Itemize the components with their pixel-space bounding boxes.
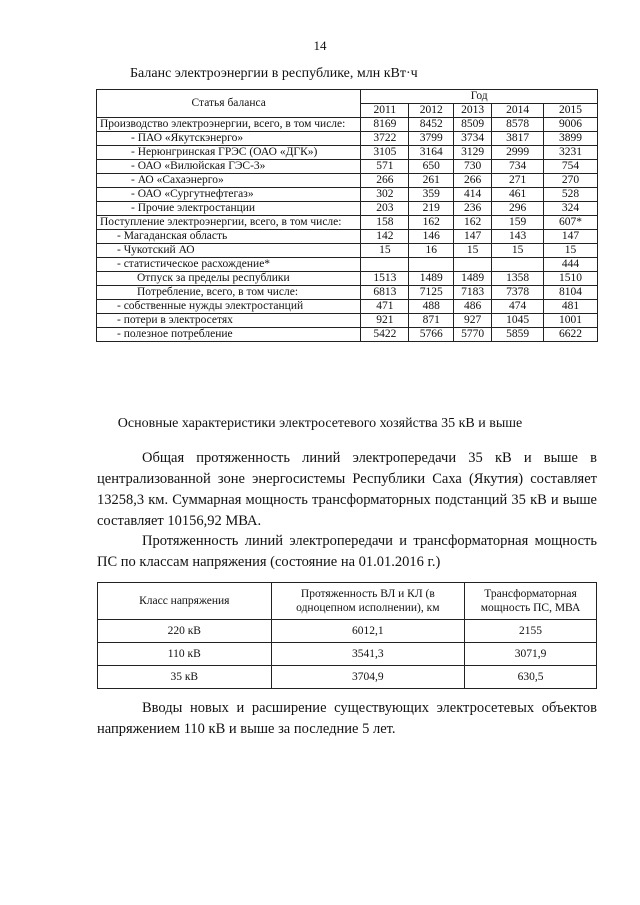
value-cell: 2999 bbox=[492, 146, 544, 160]
value-cell: 6813 bbox=[361, 286, 409, 300]
header-year: Год bbox=[361, 90, 598, 104]
value-cell: 162 bbox=[454, 216, 492, 230]
table-row bbox=[97, 118, 598, 132]
table-row bbox=[97, 314, 598, 328]
value-cell: 5766 bbox=[409, 328, 454, 342]
value-cell: 359 bbox=[409, 188, 454, 202]
line-length-cell: 6012,1 bbox=[271, 620, 465, 643]
value-cell: 159 bbox=[492, 216, 544, 230]
page-number: 14 bbox=[313, 38, 327, 53]
year-header: 2014 bbox=[492, 104, 544, 118]
value-cell: 488 bbox=[409, 300, 454, 314]
table-row bbox=[97, 202, 598, 216]
value-cell: 15 bbox=[492, 244, 544, 258]
value-cell: 5422 bbox=[361, 328, 409, 342]
value-cell: 414 bbox=[454, 188, 492, 202]
value-cell bbox=[409, 258, 454, 272]
value-cell: 296 bbox=[492, 202, 544, 216]
value-cell: 927 bbox=[454, 314, 492, 328]
value-cell: 142 bbox=[361, 230, 409, 244]
row-label: - ОАО «Сургутнефтегаз» bbox=[97, 188, 361, 202]
table-row bbox=[97, 216, 598, 230]
value-cell: 266 bbox=[361, 174, 409, 188]
value-cell: 1489 bbox=[409, 272, 454, 286]
value-cell: 734 bbox=[492, 160, 544, 174]
line-length-cell: 3704,9 bbox=[271, 666, 465, 689]
paragraph-voltage-table-caption bbox=[97, 531, 597, 573]
value-cell: 15 bbox=[361, 244, 409, 258]
value-cell: 3899 bbox=[544, 132, 598, 146]
value-cell: 3817 bbox=[492, 132, 544, 146]
table-row bbox=[97, 188, 598, 202]
table-row bbox=[98, 643, 597, 666]
value-cell: 15 bbox=[454, 244, 492, 258]
value-cell: 7125 bbox=[409, 286, 454, 300]
value-cell: 219 bbox=[409, 202, 454, 216]
value-cell: 162 bbox=[409, 216, 454, 230]
row-label: Отпуск за пределы республики bbox=[97, 272, 361, 286]
year-header: 2011 bbox=[361, 104, 409, 118]
value-cell: 1001 bbox=[544, 314, 598, 328]
value-cell: 461 bbox=[492, 188, 544, 202]
value-cell: 650 bbox=[409, 160, 454, 174]
row-label: - потери в электросетях bbox=[97, 314, 361, 328]
value-cell: 8452 bbox=[409, 118, 454, 132]
row-label: Потребление, всего, в том числе: bbox=[97, 286, 361, 300]
header-item: Статья баланса bbox=[97, 90, 361, 118]
table-row bbox=[97, 174, 598, 188]
value-cell: 730 bbox=[454, 160, 492, 174]
value-cell: 1489 bbox=[454, 272, 492, 286]
value-cell: 203 bbox=[361, 202, 409, 216]
capacity-cell: 3071,9 bbox=[465, 643, 597, 666]
voltage-class-cell: 110 кВ bbox=[98, 643, 272, 666]
value-cell: 1358 bbox=[492, 272, 544, 286]
row-label: - полезное потребление bbox=[97, 328, 361, 342]
value-cell: 471 bbox=[361, 300, 409, 314]
paragraph-new-facilities bbox=[97, 698, 597, 740]
row-label: Поступление электроэнергии, всего, в том числе: bbox=[97, 216, 361, 230]
value-cell: 147 bbox=[454, 230, 492, 244]
table-row bbox=[97, 328, 598, 342]
voltage-class-cell: 35 кВ bbox=[98, 666, 272, 689]
value-cell bbox=[361, 258, 409, 272]
table-row bbox=[98, 620, 597, 643]
table-row bbox=[97, 286, 598, 300]
capacity-cell: 630,5 bbox=[465, 666, 597, 689]
value-cell: 15 bbox=[544, 244, 598, 258]
value-cell: 754 bbox=[544, 160, 598, 174]
table-row bbox=[97, 132, 598, 146]
value-cell: 266 bbox=[454, 174, 492, 188]
value-cell: 528 bbox=[544, 188, 598, 202]
balance-table-caption: Баланс электроэнергии в республике, млн кВт·ч bbox=[130, 66, 418, 81]
row-label: - Чукотский АО bbox=[97, 244, 361, 258]
value-cell bbox=[454, 258, 492, 272]
year-header: 2013 bbox=[454, 104, 492, 118]
value-cell: 3129 bbox=[454, 146, 492, 160]
table-row bbox=[97, 258, 598, 272]
header-voltage-class: Класс напряжения bbox=[98, 583, 272, 620]
row-label: - АО «Сахаэнерго» bbox=[97, 174, 361, 188]
value-cell: 271 bbox=[492, 174, 544, 188]
value-cell: 302 bbox=[361, 188, 409, 202]
value-cell: 1510 bbox=[544, 272, 598, 286]
value-cell: 481 bbox=[544, 300, 598, 314]
table-row bbox=[97, 230, 598, 244]
paragraph-text: Вводы новых и расширение существующих электросетевых объектов напряжением 110 кВ и выше за последние 5 лет. bbox=[97, 700, 597, 737]
value-cell: 236 bbox=[454, 202, 492, 216]
value-cell: 486 bbox=[454, 300, 492, 314]
paragraph-total-length bbox=[97, 448, 597, 532]
row-label: - Прочие электростанции bbox=[97, 202, 361, 216]
value-cell: 143 bbox=[492, 230, 544, 244]
value-cell: 3734 bbox=[454, 132, 492, 146]
value-cell: 3799 bbox=[409, 132, 454, 146]
value-cell: 324 bbox=[544, 202, 598, 216]
value-cell: 8169 bbox=[361, 118, 409, 132]
value-cell: 921 bbox=[361, 314, 409, 328]
value-cell: 16 bbox=[409, 244, 454, 258]
year-header: 2012 bbox=[409, 104, 454, 118]
value-cell: 3231 bbox=[544, 146, 598, 160]
value-cell: 8104 bbox=[544, 286, 598, 300]
voltage-class-table bbox=[97, 582, 597, 689]
capacity-cell: 2155 bbox=[465, 620, 597, 643]
value-cell: 474 bbox=[492, 300, 544, 314]
value-cell bbox=[492, 258, 544, 272]
line-length-cell: 3541,3 bbox=[271, 643, 465, 666]
value-cell: 871 bbox=[409, 314, 454, 328]
value-cell: 5770 bbox=[454, 328, 492, 342]
section-heading: Основные характеристики электросетевого хозяйства 35 кВ и выше bbox=[117, 416, 523, 431]
header-transformer-capacity: Трансформаторная мощность ПС, МВА bbox=[465, 583, 597, 620]
balance-table bbox=[96, 89, 598, 342]
value-cell: 3722 bbox=[361, 132, 409, 146]
value-cell: 1045 bbox=[492, 314, 544, 328]
header-line-length: Протяженность ВЛ и КЛ (в одноцепном исполнении), км bbox=[271, 583, 465, 620]
value-cell: 607* bbox=[544, 216, 598, 230]
paragraph-text: Общая протяженность линий электропередачи 35 кВ и выше в централизованной зоне энергосистемы Республики Саха (Якутия) составляет 13258,3 км. Суммарная мощность трансформаторных подстанций 35 кВ и выше составляет 10156,92 МВА. bbox=[97, 450, 597, 529]
row-label: - статистическое расхождение* bbox=[97, 258, 361, 272]
paragraph-text: Протяженность линий электропередачи и трансформаторная мощность ПС по классам напряжения (состояние на 01.01.2016 г.) bbox=[97, 533, 597, 570]
table-row bbox=[97, 300, 598, 314]
row-label: Производство электроэнергии, всего, в том числе: bbox=[97, 118, 361, 132]
value-cell: 9006 bbox=[544, 118, 598, 132]
value-cell: 8509 bbox=[454, 118, 492, 132]
value-cell: 8578 bbox=[492, 118, 544, 132]
value-cell: 146 bbox=[409, 230, 454, 244]
table-row bbox=[97, 146, 598, 160]
value-cell: 571 bbox=[361, 160, 409, 174]
value-cell: 7183 bbox=[454, 286, 492, 300]
year-header: 2015 bbox=[544, 104, 598, 118]
row-label: - ОАО «Вилюйская ГЭС-3» bbox=[97, 160, 361, 174]
value-cell: 6622 bbox=[544, 328, 598, 342]
value-cell: 5859 bbox=[492, 328, 544, 342]
row-label: - собственные нужды электростанций bbox=[97, 300, 361, 314]
table-row bbox=[97, 272, 598, 286]
table-row bbox=[97, 244, 598, 258]
row-label: - Магаданская область bbox=[97, 230, 361, 244]
value-cell: 7378 bbox=[492, 286, 544, 300]
row-label: - Нерюнгринская ГРЭС (ОАО «ДГК») bbox=[97, 146, 361, 160]
table-row bbox=[98, 666, 597, 689]
voltage-class-cell: 220 кВ bbox=[98, 620, 272, 643]
value-cell: 261 bbox=[409, 174, 454, 188]
value-cell: 147 bbox=[544, 230, 598, 244]
value-cell: 3164 bbox=[409, 146, 454, 160]
table-row bbox=[97, 160, 598, 174]
value-cell: 444 bbox=[544, 258, 598, 272]
value-cell: 270 bbox=[544, 174, 598, 188]
row-label: - ПАО «Якутскэнерго» bbox=[97, 132, 361, 146]
value-cell: 3105 bbox=[361, 146, 409, 160]
value-cell: 158 bbox=[361, 216, 409, 230]
value-cell: 1513 bbox=[361, 272, 409, 286]
